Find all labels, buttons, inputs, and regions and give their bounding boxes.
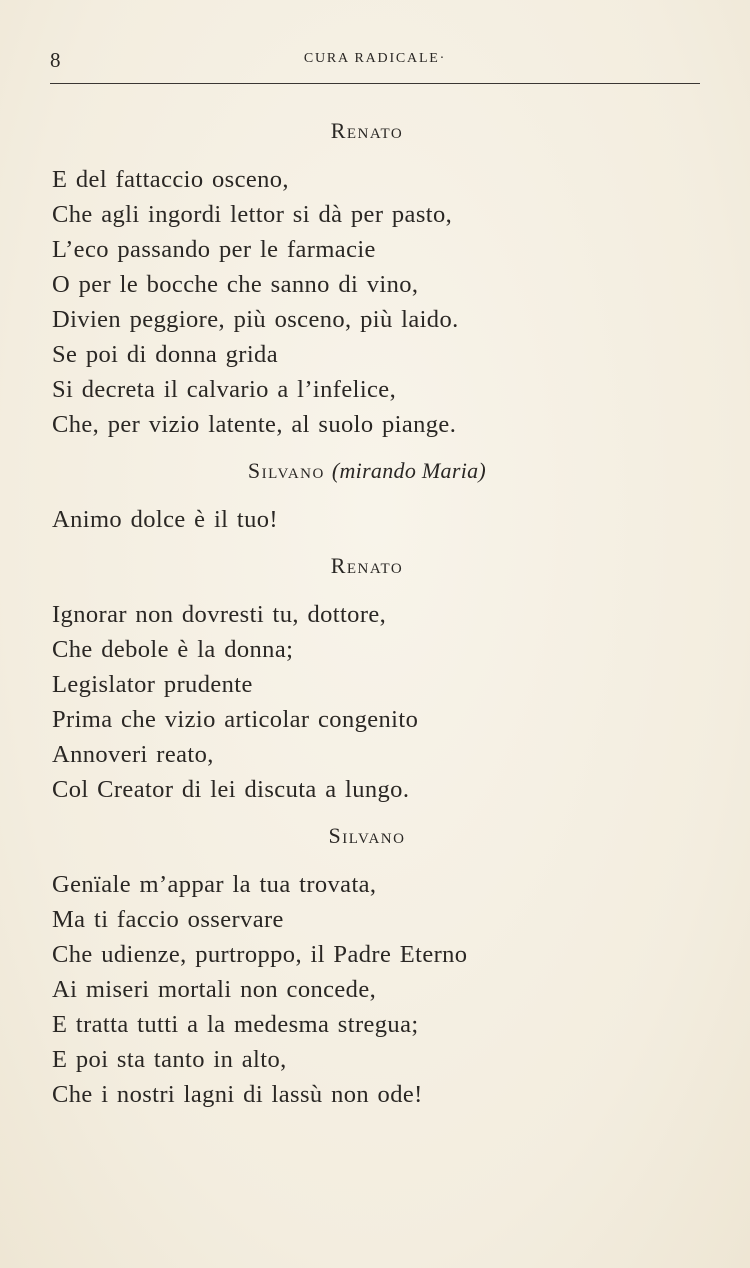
verse-line: Prima che vizio articolar congenito [52, 706, 419, 733]
speech [52, 162, 702, 442]
header-rule [50, 83, 700, 84]
page-number: 8 [50, 48, 61, 72]
verse-line: E tratta tutti a la medesma stregua; [52, 1011, 419, 1038]
verse-line: Che debole è la donna; [52, 636, 294, 663]
speaker-name: Renato [330, 553, 404, 578]
verse-line: L’eco passando per le farmacie [52, 236, 376, 263]
stage-direction: (mirando Maria) [331, 458, 487, 483]
speaker-heading [52, 112, 702, 150]
verse-line: Ai miseri mortali non concede, [52, 976, 377, 1003]
verse-line: O per le bocche che sanno di vino, [52, 271, 419, 298]
running-title: CURA RADICALE· [303, 51, 447, 66]
verse-line: Genïale m’appar la tua trovata, [52, 871, 377, 898]
verse-line: Che udienze, purtroppo, il Padre Eterno [52, 941, 468, 968]
verse-line: Col Creator di lei discuta a lungo. [52, 776, 410, 803]
verse-line: Legislator prudente [52, 671, 253, 698]
verse-line: Animo dolce è il tuo! [52, 506, 278, 533]
verse-line: Che agli ingordi lettor si dà per pasto, [52, 201, 453, 228]
verse-line: Si decreta il calvario a l’infelice, [52, 376, 397, 403]
speaker-name: Silvano [247, 458, 325, 483]
speech [52, 867, 702, 1112]
speech [52, 597, 702, 807]
speaker-name: Silvano [328, 823, 406, 848]
speaker-heading [52, 817, 702, 855]
verse-line: E poi sta tanto in alto, [52, 1046, 287, 1073]
verse-line: Ignorar non dovresti tu, dottore, [52, 601, 387, 628]
speaker-heading [52, 452, 702, 490]
verse-line: Che i nostri lagni di lassù non ode! [52, 1081, 423, 1108]
verse-line: Annoveri reato, [52, 741, 214, 768]
verse-line: Divien peggiore, più osceno, più laido. [52, 306, 459, 333]
speech [52, 502, 702, 537]
verse-line: Se poi di donna grida [52, 341, 278, 368]
play-text [52, 112, 702, 1122]
verse-line: E del fattaccio osceno, [52, 166, 289, 193]
page-header [50, 48, 700, 74]
verse-line: Ma ti faccio osservare [52, 906, 284, 933]
verse-line: Che, per vizio latente, al suolo piange. [52, 411, 457, 438]
speaker-name: Renato [330, 118, 404, 143]
speaker-heading [52, 547, 702, 585]
